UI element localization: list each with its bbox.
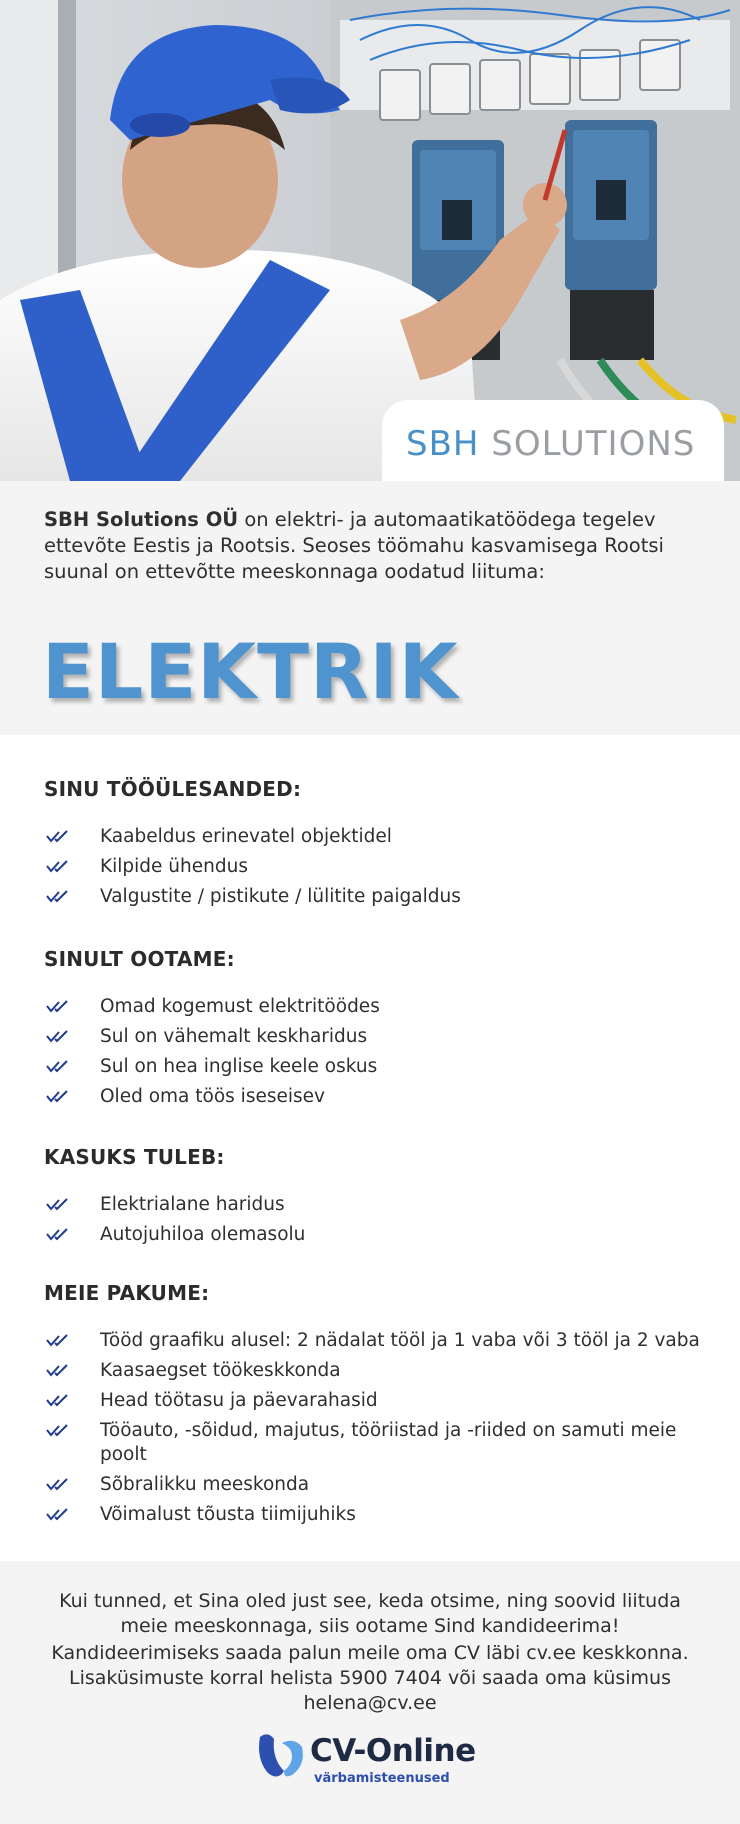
double-check-icon (46, 1424, 72, 1438)
section-tasks (44, 777, 724, 915)
section-title: MEIE PAKUME: (44, 1281, 210, 1305)
intro-text: on elektri- ja automaatikatöödega tegelev ettevõte Eestis ja Rootsis. Seoses töömahu kasvamisega Rootsi suunal on ettevõtte meeskonnaga oodatud liituma: (44, 508, 664, 583)
job-title: ELEKTRIK (42, 627, 459, 716)
double-check-icon (46, 1228, 72, 1242)
list-item (44, 1055, 724, 1079)
list-item (44, 995, 724, 1019)
list-item-text: Omad kogemust elektritöödes (100, 996, 380, 1017)
hero-image (0, 0, 740, 481)
list-item (44, 1025, 724, 1049)
list-item-text: Tööauto, -sõidud, majutus, tööriistad ja -riided on samuti meie poolt (100, 1420, 677, 1465)
double-check-icon (46, 1478, 72, 1492)
footer-apply-text: Kandideerimiseks saada palun meile oma CV läbi cv.ee keskkonna. Lisaküsimuste korral helista 5900 7404 või saada oma küsimus helena@cv.ee (51, 1642, 689, 1714)
double-check-icon (46, 890, 72, 904)
section-title: SINULT OOTAME: (44, 947, 235, 971)
list-item (44, 1503, 724, 1527)
list-item (44, 1223, 724, 1247)
list-item-text: Oled oma töös iseseisev (100, 1086, 325, 1107)
double-check-icon (46, 1090, 72, 1104)
list-item-text: Võimalust tõusta tiimijuhiks (100, 1504, 356, 1525)
double-check-icon (46, 1198, 72, 1212)
list-item (44, 885, 724, 909)
list-item-text: Autojuhiloa olemasolu (100, 1224, 306, 1245)
list-item-text: Sul on hea inglise keele oskus (100, 1056, 378, 1077)
list-item (44, 1359, 724, 1383)
list-item-text: Kaabeldus erinevatel objektidel (100, 826, 392, 847)
double-check-icon (46, 1060, 72, 1074)
offer-list (44, 1329, 724, 1527)
cv-online-logo (254, 1729, 494, 1799)
footer-panel (0, 1561, 740, 1824)
list-item (44, 825, 724, 849)
company-name: SBH Solutions OÜ (44, 508, 239, 531)
list-item (44, 1085, 724, 1109)
list-item-text: Sõbralikku meeskonda (100, 1474, 310, 1495)
section-offer (44, 1281, 724, 1533)
sbh-logo (406, 424, 695, 464)
double-check-icon (46, 1334, 72, 1348)
section-advantages (44, 1145, 724, 1253)
section-requirements (44, 947, 724, 1115)
double-check-icon (46, 1508, 72, 1522)
list-item (44, 1473, 724, 1497)
double-check-icon (46, 1000, 72, 1014)
list-item-text: Kaasaegset töökeskkonda (100, 1360, 341, 1381)
advantages-list (44, 1193, 724, 1247)
cv-online-subtitle: värbamisteenused (314, 1771, 450, 1786)
list-item-text: Kilpide ühendus (100, 856, 248, 877)
list-item (44, 855, 724, 879)
list-item-text: Sul on vähemalt keskharidus (100, 1026, 368, 1047)
list-item-text: Tööd graafiku alusel: 2 nädalat tööl ja 1 vaba või 3 tööl ja 2 vaba (100, 1330, 700, 1351)
list-item-text: Head töötasu ja päevarahasid (100, 1390, 378, 1411)
section-title: SINU TÖÖÜLESANDED: (44, 777, 302, 801)
requirements-list (44, 995, 724, 1109)
list-item (44, 1389, 724, 1413)
double-check-icon (46, 1394, 72, 1408)
intro-panel (0, 481, 740, 735)
double-check-icon (46, 860, 72, 874)
cv-online-name: CV-Online (310, 1733, 476, 1769)
cv-online-icon (254, 1729, 308, 1783)
list-item (44, 1329, 724, 1353)
double-check-icon (46, 830, 72, 844)
logo-solutions-text: SOLUTIONS (491, 424, 696, 464)
double-check-icon (46, 1364, 72, 1378)
intro-paragraph (44, 507, 684, 585)
list-item-text: Valgustite / pistikute / lülitite paigaldus (100, 886, 461, 907)
list-item-text: Elektrialane haridus (100, 1194, 285, 1215)
logo-sbh-text: SBH (406, 424, 480, 464)
footer-invite-text: Kui tunned, et Sina oled just see, keda otsime, ning soovid liituda meie meeskonnaga, siis ootame Sind kandideerima! (59, 1590, 681, 1637)
list-item (44, 1193, 724, 1217)
section-title: KASUKS TULEB: (44, 1145, 225, 1169)
list-item (44, 1419, 724, 1467)
tasks-list (44, 825, 724, 909)
job-details (0, 735, 740, 1561)
double-check-icon (46, 1030, 72, 1044)
